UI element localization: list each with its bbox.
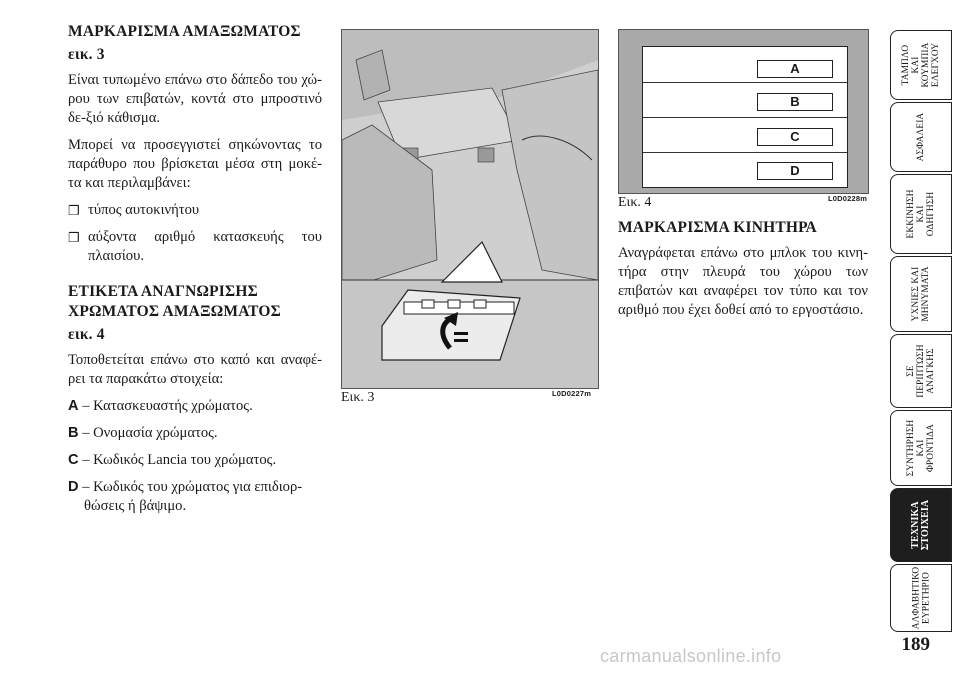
bullet-item — [68, 228, 322, 266]
bullet-text: αύξοντα αριθμό κατασκευής του πλαισίου. — [88, 229, 322, 264]
label-divider — [643, 117, 847, 118]
color-item-a: A – Κατασκευαστής χρώματος. — [68, 398, 253, 414]
tab-safety[interactable]: ΑΣΦΑΛΕΙΑ — [890, 102, 952, 172]
tab-dashboard-controls[interactable]: ΤΑΜΠΛΟ ΚΑΙ ΚΟΥΜΠΙΑ ΕΛΕΓΧΟΥ — [890, 30, 952, 100]
bullet-item — [68, 201, 322, 220]
figure-3-floor-marking — [341, 29, 599, 389]
figure-4-caption: Εικ. 4 — [618, 195, 652, 210]
body-marking-para2: Μπορεί να προσεγγιστεί σηκώνοντας το παράθυρο που βρίσκεται μέσα στη μοκέ-τα και περιλαμβάνει: — [68, 137, 322, 191]
color-item-c: C – Κωδικός Lancia του χρώματος. — [68, 452, 277, 468]
bullet-text: τύπος αυτοκινήτου — [88, 202, 200, 218]
label-divider — [643, 152, 847, 153]
color-label-card — [642, 46, 848, 188]
engine-marking-title: ΜΑΡΚΑΡΙΣΜΑ ΚΙΝΗΤΗΡΑ — [618, 219, 817, 236]
car-interior-illustration — [342, 30, 598, 388]
figure-3-caption: Εικ. 3 — [341, 390, 375, 405]
label-box-d: D — [757, 162, 833, 180]
watermark: carmanualsonline.info — [600, 646, 782, 666]
figure-3-code: L0D0227m — [552, 389, 592, 398]
tab-alphabetical-index[interactable]: ΑΛΦΑΒΗΤΙΚΟ ΕΥΡΕΤΗΡΙΟ — [890, 564, 952, 632]
figure-4-color-label — [618, 29, 869, 194]
engine-marking-para: Αναγράφεται επάνω στο μπλοκ του κινη-τήρα στην πλευρά του χώρου των επιβατών και αναφέρει τον τύπο και τον αριθμό που έχει δοθεί από το εργοστάσιο. — [618, 245, 868, 318]
body-marking-title: ΜΑΡΚΑΡΙΣΜΑ ΑΜΑΞΩΜΑΤΟΣ — [68, 23, 301, 40]
tab-maintenance-care[interactable]: ΣΥΝΤΗΡΗΣΗ ΚΑΙ ΦΡΟΝΤΙΔΑ — [890, 410, 952, 486]
page-number: 189 — [901, 634, 930, 655]
color-label-intro: Τοποθετείται επάνω στο καπό και αναφέ-ρει τα παρακάτω στοιχεία: — [68, 352, 322, 387]
label-box-b: B — [757, 93, 833, 111]
checkbox-bullet-icon: ❒ — [68, 230, 80, 245]
left-column — [68, 22, 322, 524]
label-box-c: C — [757, 128, 833, 146]
tab-warning-lights[interactable]: ΥΧΝΙΕΣ ΚΑΙ ΜΗΝΥΜΑΤΑ — [890, 256, 952, 332]
body-marking-fig-ref: εικ. 3 — [68, 46, 105, 63]
right-column — [618, 218, 868, 328]
body-marking-para1: Είναι τυπωμένο επάνω στο δάπεδο του χώ-ρου των επιβατών, κοντά στο μπροστινό δε-ξιό κάθισμα. — [68, 72, 322, 126]
tab-technical-data[interactable]: ΤΕΧΝΙΚΑ ΣΤΟΙΧΕΙΑ — [890, 488, 952, 562]
tab-starting-driving[interactable]: ΕΚΚΙΝΗΣΗ ΚΑΙ ΟΔΗΓΗΣΗ — [890, 174, 952, 254]
color-item-d: D – Κωδικός του χρώματος για επιδιορ-θώσεις ή βάψιμο. — [68, 479, 303, 514]
color-label-fig-ref: εικ. 4 — [68, 326, 105, 343]
color-item-b: B – Ονομασία χρώματος. — [68, 425, 218, 441]
figure-4-code: L0D0228m — [828, 194, 868, 203]
label-box-a: A — [757, 60, 833, 78]
checkbox-bullet-icon: ❒ — [68, 203, 80, 218]
label-divider — [643, 82, 847, 83]
tab-emergency[interactable]: ΣΕ ΠΕΡΙΠΤΩΣΗ ΑΝΑΓΚΗΣ — [890, 334, 952, 408]
color-label-title: ΕΤΙΚΕΤΑ ΑΝΑΓΝΩΡΙΣΗΣ ΧΡΩΜΑΤΟΣ ΑΜΑΞΩΜΑΤΟΣ — [68, 283, 281, 320]
